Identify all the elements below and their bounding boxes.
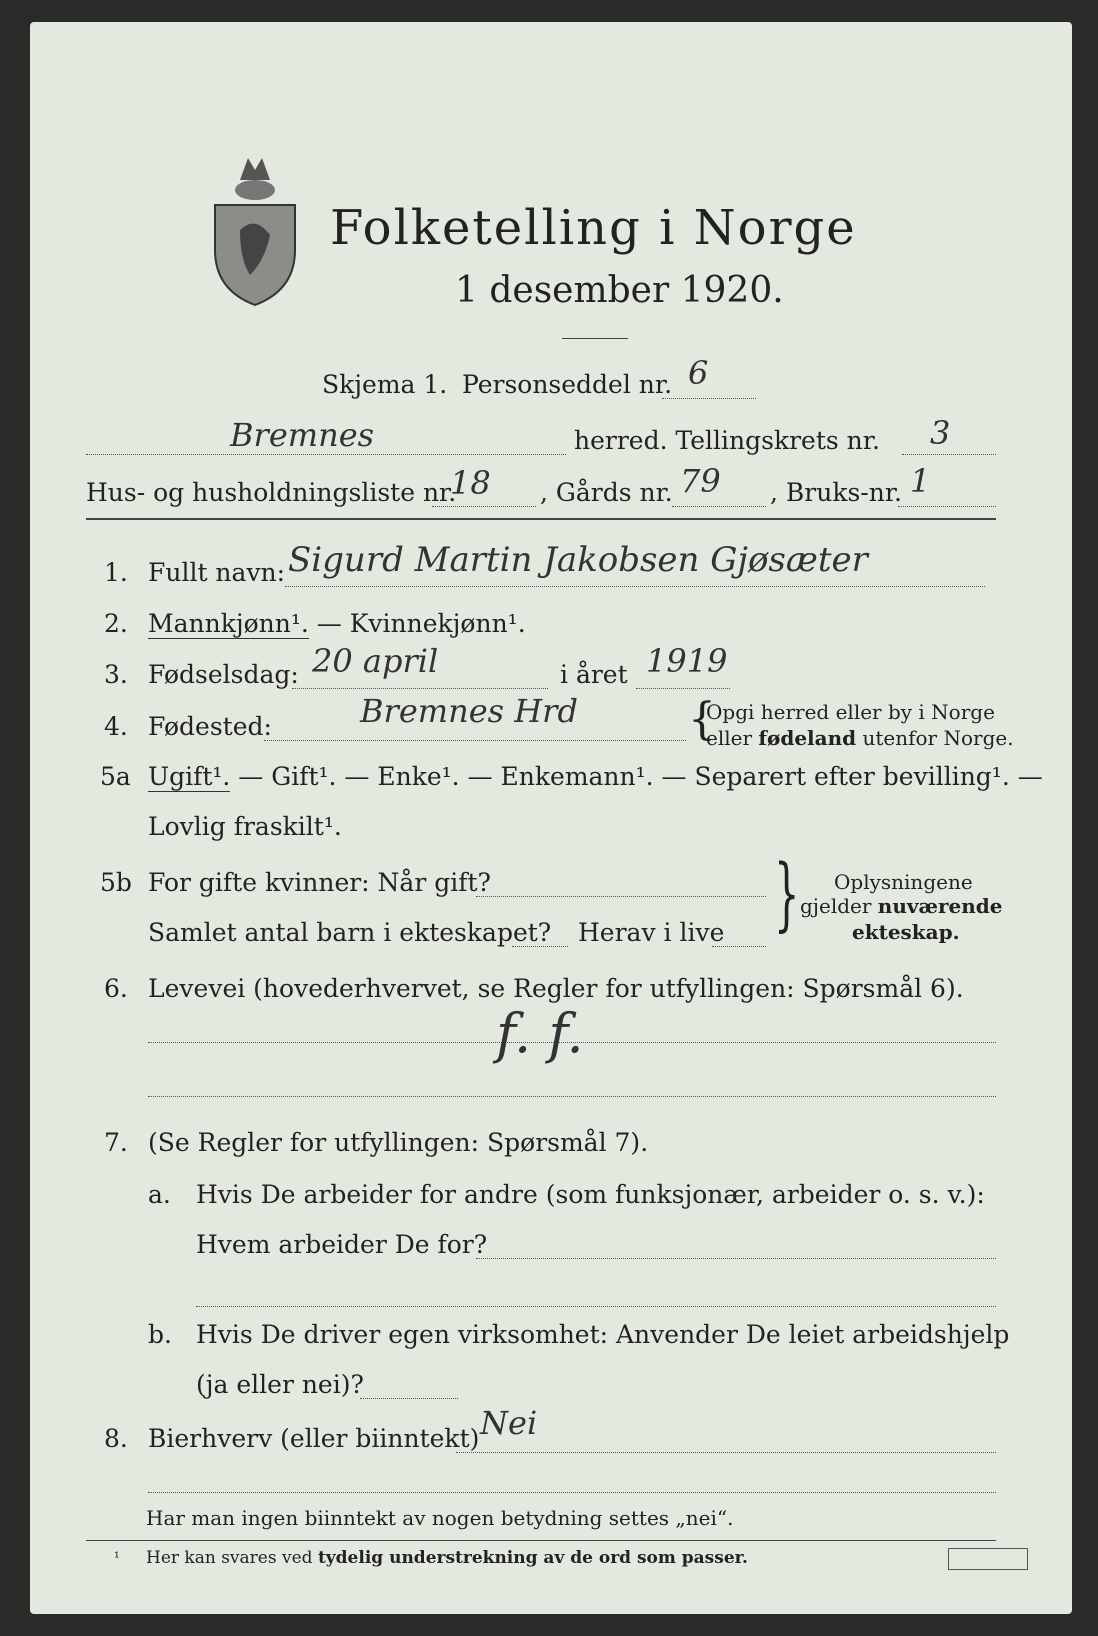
herred-label: herred. Tellingskrets nr. (574, 426, 880, 455)
fodested-value[interactable]: Bremnes Hrd (360, 692, 578, 730)
bierhverv-label: Bierhverv (eller biinntekt) (148, 1424, 480, 1453)
herav-label: Herav i live (578, 918, 725, 947)
lovlig-fraskilt-option[interactable]: Lovlig fraskilt¹. (148, 812, 342, 841)
oplysningene-note-1: Oplysningene (834, 870, 973, 894)
coat-of-arms-icon (210, 150, 300, 310)
herred-value[interactable]: Bremnes (230, 416, 375, 454)
header-divider (86, 518, 996, 520)
fodested-note-2: eller fødeland utenfor Norge. (706, 726, 1014, 750)
sivilstand-rest[interactable]: — Gift¹. — Enke¹. — Enkemann¹. — Separert efter bevilling¹. — (230, 762, 1043, 791)
title-divider (562, 338, 628, 339)
q7-label: (Se Regler for utfyllingen: Spørsmål 7). (148, 1128, 649, 1157)
oplysningene-note-3: ekteskap. (852, 920, 960, 944)
personseddel-label: Personseddel nr. (462, 370, 673, 399)
q7a-text: Hvis De arbeider for andre (som funksjonær, arbeider o. s. v.): (196, 1180, 985, 1209)
bruks-label: , Bruks-nr. (770, 478, 902, 507)
form-title: Folketelling i Norge (330, 200, 857, 256)
levevei-label: Levevei (hovederhvervet, se Regler for utfyllingen: Spørsmål 6). (148, 974, 964, 1003)
fodselsdag-label: Fødselsdag: (148, 660, 299, 689)
bierhverv-value[interactable]: Nei (480, 1404, 538, 1442)
kjonn-options (148, 609, 526, 638)
sivilstand-options (148, 762, 1043, 791)
census-form: Folketelling i Norge 1 desember 1920. Skjema 1. Personseddel nr. 6 Bremnes herred. Tellingskrets nr. 3 Hus- og husholdningsliste nr. 18 , Gårds nr. 79 , Bruks-nr. 1 1. Fullt navn: Sigurd Martin Jakobsen Gjøsæter 2. Mannkjønn¹. — Kvinnekjønn¹. 3. Fødselsdag: 20 april i året 1919 4. Fødested: Bremnes Hrd { Opgi herred eller by i Norge eller fødeland utenfor Norge. 5a Ugift¹. — Gift¹. — Enke¹. — Enkemann¹. — Separert efter bevilling¹. — Lovlig fraskilt¹. 5b For gifte kvinner: Når gift? Samlet antal barn i ekteskapet? Herav i live } Oplysningene gjelder nuværende ekteskap. 6. Levevei (hovederhvervet, se Regler for utfyllingen: Spørsmål 6). f. f. 7. (Se Regler for utfyllingen: Spørsmål 7). a. Hvis De arbeider for andre (som funksjonær, arbeider o. s. v.): Hvem arbeider De for? b. Hvis De driver egen virksomhet: Anvender De leiet arbeidshjelp (ja eller nei)? 8. Bierhverv (eller biinntekt) Nei Har man ingen biinntekt av nogen betydning settes „nei“. ¹ Her kan svares ved tydelig understrekning av de ord som passer. (30, 22, 1072, 1614)
q7b-text: Hvis De driver egen virksomhet: Anvender De leiet arbeidshjelp (196, 1320, 1010, 1349)
gifte-label: For gifte kvinner: Når gift? (148, 868, 491, 897)
gards-label: , Gårds nr. (540, 478, 673, 507)
fullt-navn-value[interactable]: Sigurd Martin Jakobsen Gjøsæter (288, 540, 868, 580)
tellingskrets-value[interactable]: 3 (930, 414, 951, 452)
fodselsdag-value[interactable]: 20 april (312, 642, 439, 680)
aaret-value[interactable]: 1919 (646, 642, 728, 680)
bruks-value[interactable]: 1 (910, 462, 931, 500)
mannkjonn-option[interactable]: Mannkjønn¹. (148, 609, 309, 638)
skjema-label: Skjema 1. (322, 370, 448, 399)
ja-nei-label: (ja eller nei)? (196, 1370, 364, 1399)
fodested-label: Fødested: (148, 712, 272, 741)
personseddel-value[interactable]: 6 (688, 354, 709, 392)
aaret-label: i året (560, 660, 628, 689)
gards-value[interactable]: 79 (680, 462, 721, 500)
levevei-value[interactable]: f. f. (496, 1002, 584, 1065)
oplysningene-note-2: gjelder nuværende (800, 894, 1003, 918)
footnote-nei: Har man ingen biinntekt av nogen betydning settes „nei“. (146, 1506, 734, 1530)
footnote-understrekning: Her kan svares ved tydelig understrekning av de ord som passer. (146, 1548, 748, 1568)
husholdningsliste-label: Hus- og husholdningsliste nr. (86, 478, 457, 507)
kvinnekjonn-option[interactable]: — Kvinnekjønn¹. (308, 609, 526, 638)
ugift-option[interactable]: Ugift¹. (148, 762, 231, 791)
husholdningsliste-value[interactable]: 18 (450, 464, 491, 502)
hvem-label: Hvem arbeider De for? (196, 1230, 488, 1259)
barn-label: Samlet antal barn i ekteskapet? (148, 918, 552, 947)
fullt-navn-label: Fullt navn: (148, 558, 286, 587)
fodested-note-1: Opgi herred eller by i Norge (706, 700, 995, 724)
form-date: 1 desember 1920. (455, 270, 784, 311)
printer-stamp (948, 1548, 1028, 1570)
footer-divider (86, 1540, 996, 1541)
